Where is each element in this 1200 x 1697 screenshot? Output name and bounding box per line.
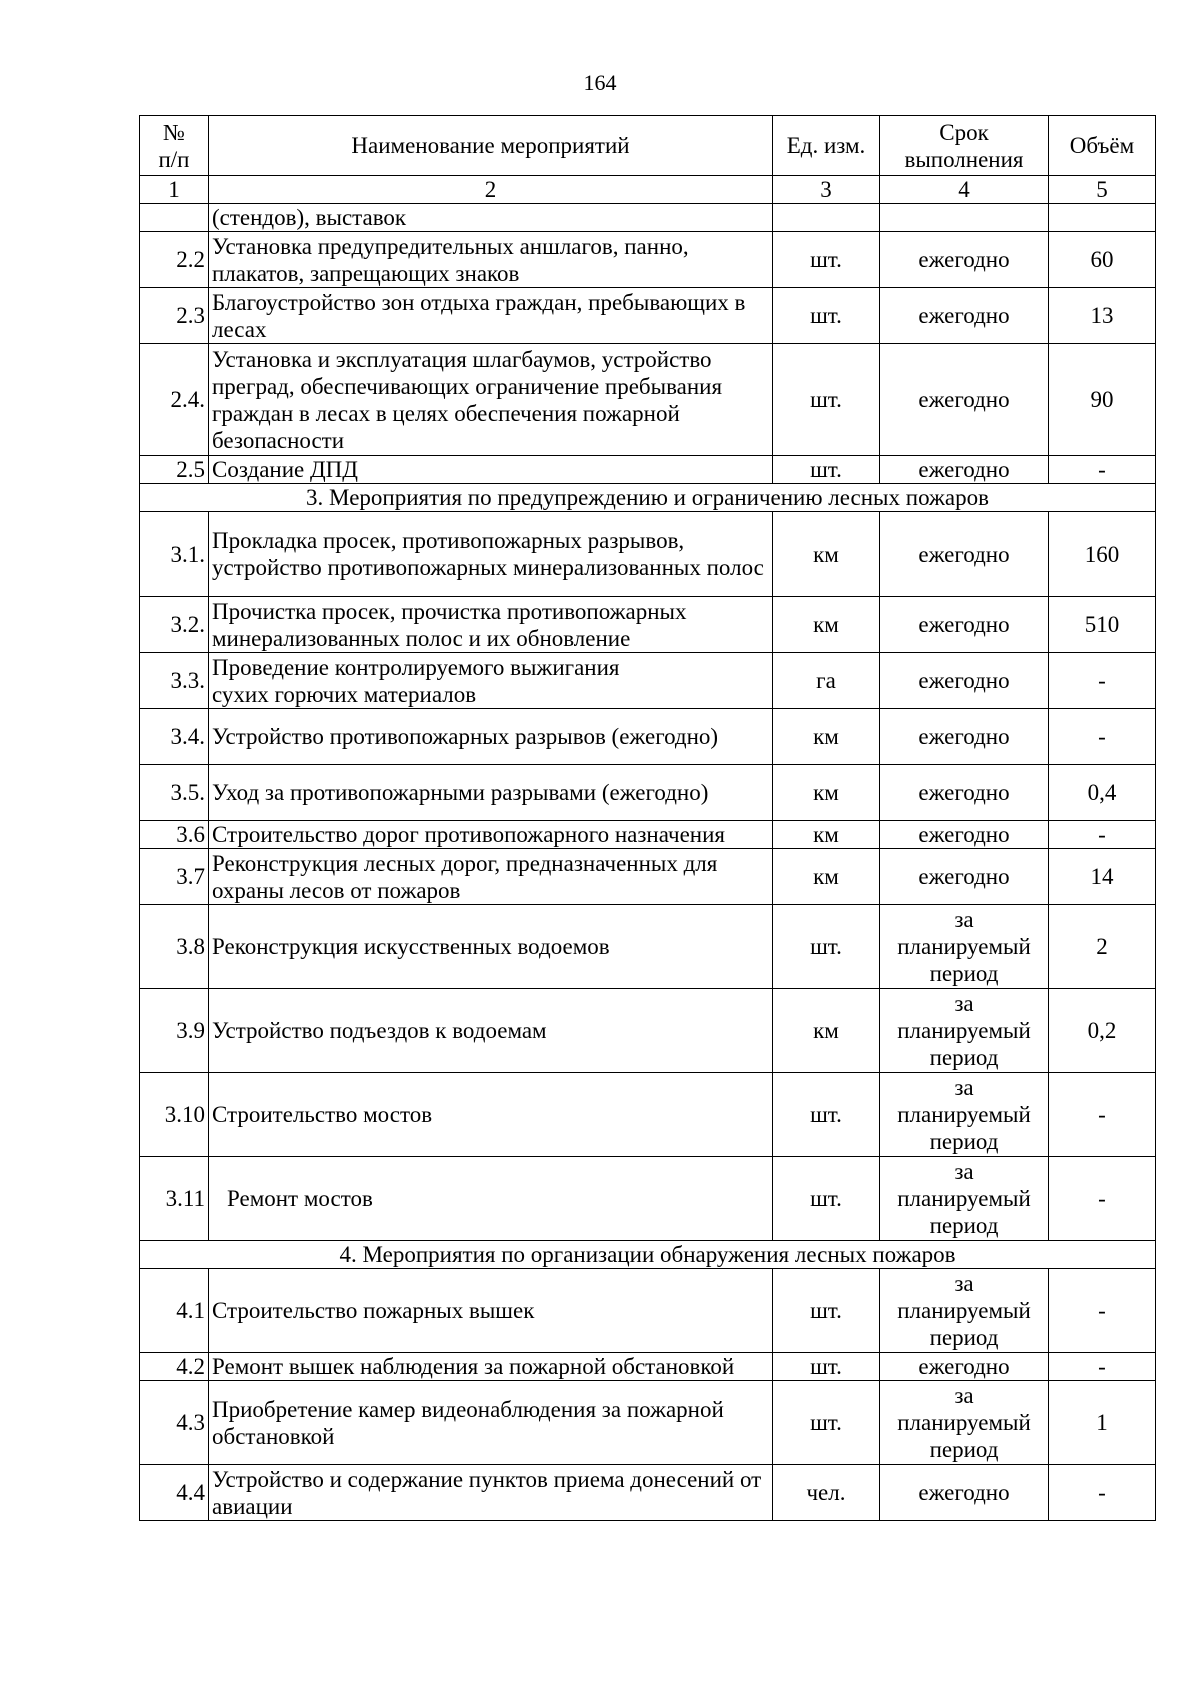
measures-table [139,115,1156,1521]
row-unit: шт. [773,1269,880,1353]
row-name: Ремонт вышек наблюдения за пожарной обстановкой [209,1353,773,1381]
row-name: Прочистка просек, прочистка противопожарных минерализованных полос и их обновление [209,597,773,653]
row-term: за планируемый период [880,1157,1049,1241]
row-volume: 0,4 [1049,765,1156,821]
row-num: 2.3 [140,288,209,344]
table-row [140,765,1156,821]
row-unit: км [773,597,880,653]
row-volume [1049,204,1156,232]
row-term: ежегодно [880,1353,1049,1381]
table-row [140,204,1156,232]
header-term: Срок выполнения [880,116,1049,176]
column-index-cell: 3 [773,176,880,204]
row-unit: шт. [773,1073,880,1157]
table-row [140,821,1156,849]
column-index-row [140,176,1156,204]
row-volume: - [1049,1353,1156,1381]
row-name: Строительство пожарных вышек [209,1269,773,1353]
row-volume: - [1049,1157,1156,1241]
row-volume: - [1049,1465,1156,1521]
row-term: ежегодно [880,765,1049,821]
row-num: 4.1 [140,1269,209,1353]
row-term: за планируемый период [880,989,1049,1073]
column-index-cell: 2 [209,176,773,204]
table-row [140,989,1156,1073]
table-row [140,456,1156,484]
column-index-cell: 5 [1049,176,1156,204]
row-num [140,204,209,232]
row-unit: км [773,765,880,821]
row-unit: км [773,512,880,597]
row-name: Устройство подъездов к водоемам [209,989,773,1073]
row-term: за планируемый период [880,1381,1049,1465]
row-volume: 160 [1049,512,1156,597]
row-term: ежегодно [880,821,1049,849]
row-volume: 60 [1049,232,1156,288]
row-name: Прокладка просек, противопожарных разрывов, устройство противопожарных минерализованных полос [209,512,773,597]
table-row [140,849,1156,905]
row-volume: 0,2 [1049,989,1156,1073]
row-unit: км [773,849,880,905]
row-name: Строительство дорог противопожарного назначения [209,821,773,849]
table-row [140,512,1156,597]
row-term: ежегодно [880,1465,1049,1521]
row-num: 3.7 [140,849,209,905]
row-term: ежегодно [880,597,1049,653]
row-term: за планируемый период [880,905,1049,989]
row-name: Реконструкция лесных дорог, предназначенных для охраны лесов от пожаров [209,849,773,905]
table-row [140,232,1156,288]
row-name: Устройство и содержание пунктов приема донесений от авиации [209,1465,773,1521]
table-row [140,709,1156,765]
row-term: ежегодно [880,512,1049,597]
row-term: ежегодно [880,232,1049,288]
row-name: Установка и эксплуатация шлагбаумов, устройство преград, обеспечивающих ограничение пребывания граждан в лесах в целях обеспечения пожарной безопасности [209,344,773,456]
row-name: Проведение контролируемого выжигания сухих горючих материалов [209,653,773,709]
row-volume: - [1049,1269,1156,1353]
row-name: Уход за противопожарными разрывами (ежегодно) [209,765,773,821]
row-volume: - [1049,653,1156,709]
row-unit: км [773,709,880,765]
row-unit: шт. [773,232,880,288]
row-num: 2.4. [140,344,209,456]
row-num: 4.3 [140,1381,209,1465]
page-number: 164 [583,70,617,95]
row-term: ежегодно [880,288,1049,344]
row-name: Ремонт мостов [209,1157,773,1241]
table-row [140,1381,1156,1465]
row-volume: - [1049,709,1156,765]
row-num: 3.3. [140,653,209,709]
row-volume: 2 [1049,905,1156,989]
row-term [880,204,1049,232]
section-row [140,484,1156,512]
row-unit: чел. [773,1465,880,1521]
table-row [140,1157,1156,1241]
row-num: 4.4 [140,1465,209,1521]
row-unit: км [773,821,880,849]
row-term: ежегодно [880,344,1049,456]
row-unit: шт. [773,1157,880,1241]
row-term: за планируемый период [880,1269,1049,1353]
row-volume: 90 [1049,344,1156,456]
table-row [140,288,1156,344]
row-name: Установка предупредительных аншлагов, панно, плакатов, запрещающих знаков [209,232,773,288]
row-volume: 13 [1049,288,1156,344]
section-title: 3. Мероприятия по предупреждению и ограничению лесных пожаров [140,484,1156,512]
header-name: Наименование мероприятий [209,116,773,176]
column-index-cell: 4 [880,176,1049,204]
section-row [140,1241,1156,1269]
row-num: 3.8 [140,905,209,989]
row-term: ежегодно [880,653,1049,709]
table-row [140,1353,1156,1381]
row-name: Создание ДПД [209,456,773,484]
row-num: 3.1. [140,512,209,597]
row-volume: 1 [1049,1381,1156,1465]
table-row [140,905,1156,989]
row-name: Приобретение камер видеонаблюдения за пожарной обстановкой [209,1381,773,1465]
row-name: Благоустройство зон отдыха граждан, пребывающих в лесах [209,288,773,344]
row-name: Строительство мостов [209,1073,773,1157]
row-volume: - [1049,1073,1156,1157]
row-volume: 14 [1049,849,1156,905]
header-unit: Ед. изм. [773,116,880,176]
row-num: 2.2 [140,232,209,288]
row-term: ежегодно [880,849,1049,905]
row-volume: - [1049,821,1156,849]
header-num: № п/п [140,116,209,176]
row-num: 4.2 [140,1353,209,1381]
table-header-row [140,116,1156,176]
table-row [140,1269,1156,1353]
row-unit: шт. [773,344,880,456]
row-num: 3.11 [140,1157,209,1241]
row-name: (стендов), выставок [209,204,773,232]
row-num: 3.4. [140,709,209,765]
row-unit: шт. [773,905,880,989]
row-num: 3.2. [140,597,209,653]
table-row [140,344,1156,456]
row-unit: шт. [773,1381,880,1465]
table-row [140,653,1156,709]
row-unit: шт. [773,288,880,344]
row-unit: км [773,989,880,1073]
header-volume: Объём [1049,116,1156,176]
row-num: 3.6 [140,821,209,849]
row-unit: шт. [773,1353,880,1381]
table-row [140,1073,1156,1157]
column-index-cell: 1 [140,176,209,204]
row-unit: шт. [773,456,880,484]
row-unit: га [773,653,880,709]
row-volume: 510 [1049,597,1156,653]
row-num: 2.5 [140,456,209,484]
row-term: ежегодно [880,709,1049,765]
row-volume: - [1049,456,1156,484]
row-term: ежегодно [880,456,1049,484]
row-unit [773,204,880,232]
row-name: Устройство противопожарных разрывов (ежегодно) [209,709,773,765]
table-row [140,597,1156,653]
row-name: Реконструкция искусственных водоемов [209,905,773,989]
section-title: 4. Мероприятия по организации обнаружения лесных пожаров [140,1241,1156,1269]
table-row [140,1465,1156,1521]
row-num: 3.10 [140,1073,209,1157]
row-num: 3.9 [140,989,209,1073]
row-term: за планируемый период [880,1073,1049,1157]
row-num: 3.5. [140,765,209,821]
